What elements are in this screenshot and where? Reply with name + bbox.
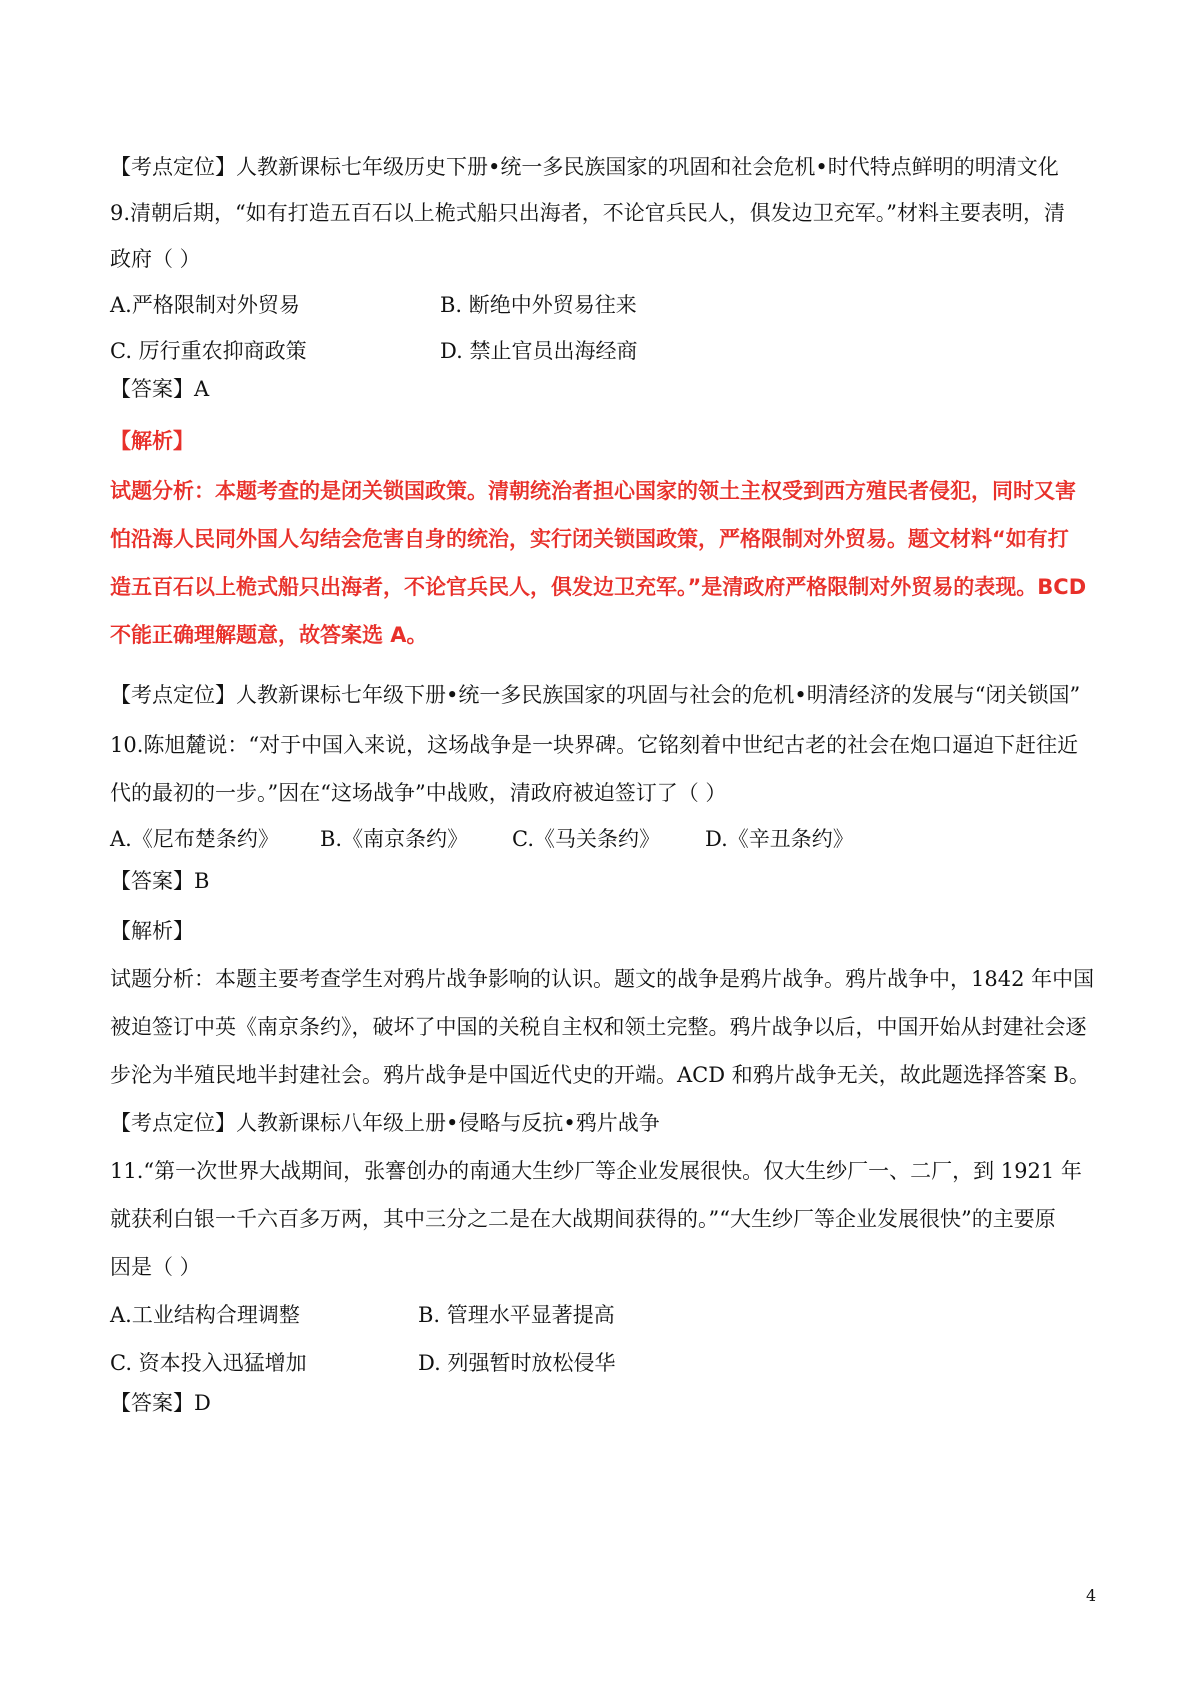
q9-option-a: A.严格限制对外贸易 bbox=[110, 293, 300, 317]
q11-option-a: A.工业结构合理调整 bbox=[110, 1303, 300, 1327]
q8-location: 【考点定位】人教新课标七年级历史下册•统一多民族国家的巩固和社会危机•时代特点鲜明的明清文化 bbox=[110, 155, 1059, 179]
q9-option-b: B. 断绝中外贸易往来 bbox=[440, 293, 637, 317]
q10-option-a: A.《尼布楚条约》 bbox=[110, 827, 279, 851]
q9-analysis-line2: 怕沿海人民同外国人勾结会危害自身的统治，实行闭关锁国政策，严格限制对外贸易。题文材料“如有打 bbox=[110, 527, 1069, 551]
q10-stem-line1: 10.陈旭麓说：“对于中国入来说，这场战争是一块界碑。它铭刻着中世纪古老的社会在炮口逼迫下赶往近 bbox=[110, 733, 1079, 757]
q11-stem-line1: 11.“第一次世界大战期间，张謇创办的南通大生纱厂等企业发展很快。仅大生纱厂一、二厂，到 1921 年 bbox=[110, 1159, 1082, 1183]
page-number: 4 bbox=[1086, 1586, 1097, 1605]
q9-stem-line2: 政府（ ） bbox=[110, 247, 201, 271]
q10-stem-line2: 代的最初的一步。”因在“这场战争”中战败，清政府被迫签订了（ ） bbox=[110, 781, 727, 805]
q11-option-d: D. 列强暂时放松侵华 bbox=[418, 1351, 616, 1375]
q11-option-b: B. 管理水平显著提高 bbox=[418, 1303, 615, 1327]
q11-answer: 【答案】D bbox=[110, 1391, 211, 1415]
q10-analysis-line2: 被迫签订中英《南京条约》，破坏了中国的关税自主权和领土完整。鸦片战争以后，中国开始从封建社会逐 bbox=[110, 1015, 1087, 1039]
q9-location: 【考点定位】人教新课标七年级下册•统一多民族国家的巩固与社会的危机•明清经济的发展与“闭关锁国” bbox=[110, 683, 1081, 707]
q11-stem-line2: 就获利白银一千六百多万两，其中三分之二是在大战期间获得的。”“大生纱厂等企业发展很快”的主要原 bbox=[110, 1207, 1056, 1231]
q10-analysis-head: 【解析】 bbox=[110, 919, 194, 943]
q10-option-b: B.《南京条约》 bbox=[320, 827, 469, 851]
q10-answer: 【答案】B bbox=[110, 869, 210, 893]
q9-analysis-head: 【解析】 bbox=[110, 429, 194, 453]
q9-answer: 【答案】A bbox=[110, 377, 210, 401]
q9-option-c: C. 厉行重农抑商政策 bbox=[110, 339, 307, 363]
q10-option-d: D.《辛丑条约》 bbox=[705, 827, 854, 851]
q9-analysis-line4: 不能正确理解题意，故答案选 A。 bbox=[110, 623, 428, 647]
q9-option-d: D. 禁止官员出海经商 bbox=[440, 339, 638, 363]
q10-analysis-line1: 试题分析：本题主要考查学生对鸦片战争影响的认识。题文的战争是鸦片战争。鸦片战争中，1842 年中国 bbox=[110, 967, 1095, 991]
q9-analysis-line3: 造五百石以上桅式船只出海者，不论官兵民人，俱发边卫充军。”是清政府严格限制对外贸易的表现。BCD bbox=[110, 575, 1087, 599]
q9-stem-line1: 9.清朝后期，“如有打造五百石以上桅式船只出海者，不论官兵民人，俱发边卫充军。”材料主要表明，清 bbox=[110, 201, 1066, 225]
q10-location: 【考点定位】人教新课标八年级上册•侵略与反抗•鸦片战争 bbox=[110, 1111, 660, 1135]
q10-analysis-line3: 步沦为半殖民地半封建社会。鸦片战争是中国近代史的开端。ACD 和鸦片战争无关，故此题选择答案 B。 bbox=[110, 1063, 1090, 1087]
q11-option-c: C. 资本投入迅猛增加 bbox=[110, 1351, 307, 1375]
q10-option-c: C.《马关条约》 bbox=[512, 827, 660, 851]
q11-stem-line3: 因是（ ） bbox=[110, 1255, 201, 1279]
q9-analysis-line1: 试题分析：本题考查的是闭关锁国政策。清朝统治者担心国家的领土主权受到西方殖民者侵犯，同时又害 bbox=[110, 479, 1076, 503]
